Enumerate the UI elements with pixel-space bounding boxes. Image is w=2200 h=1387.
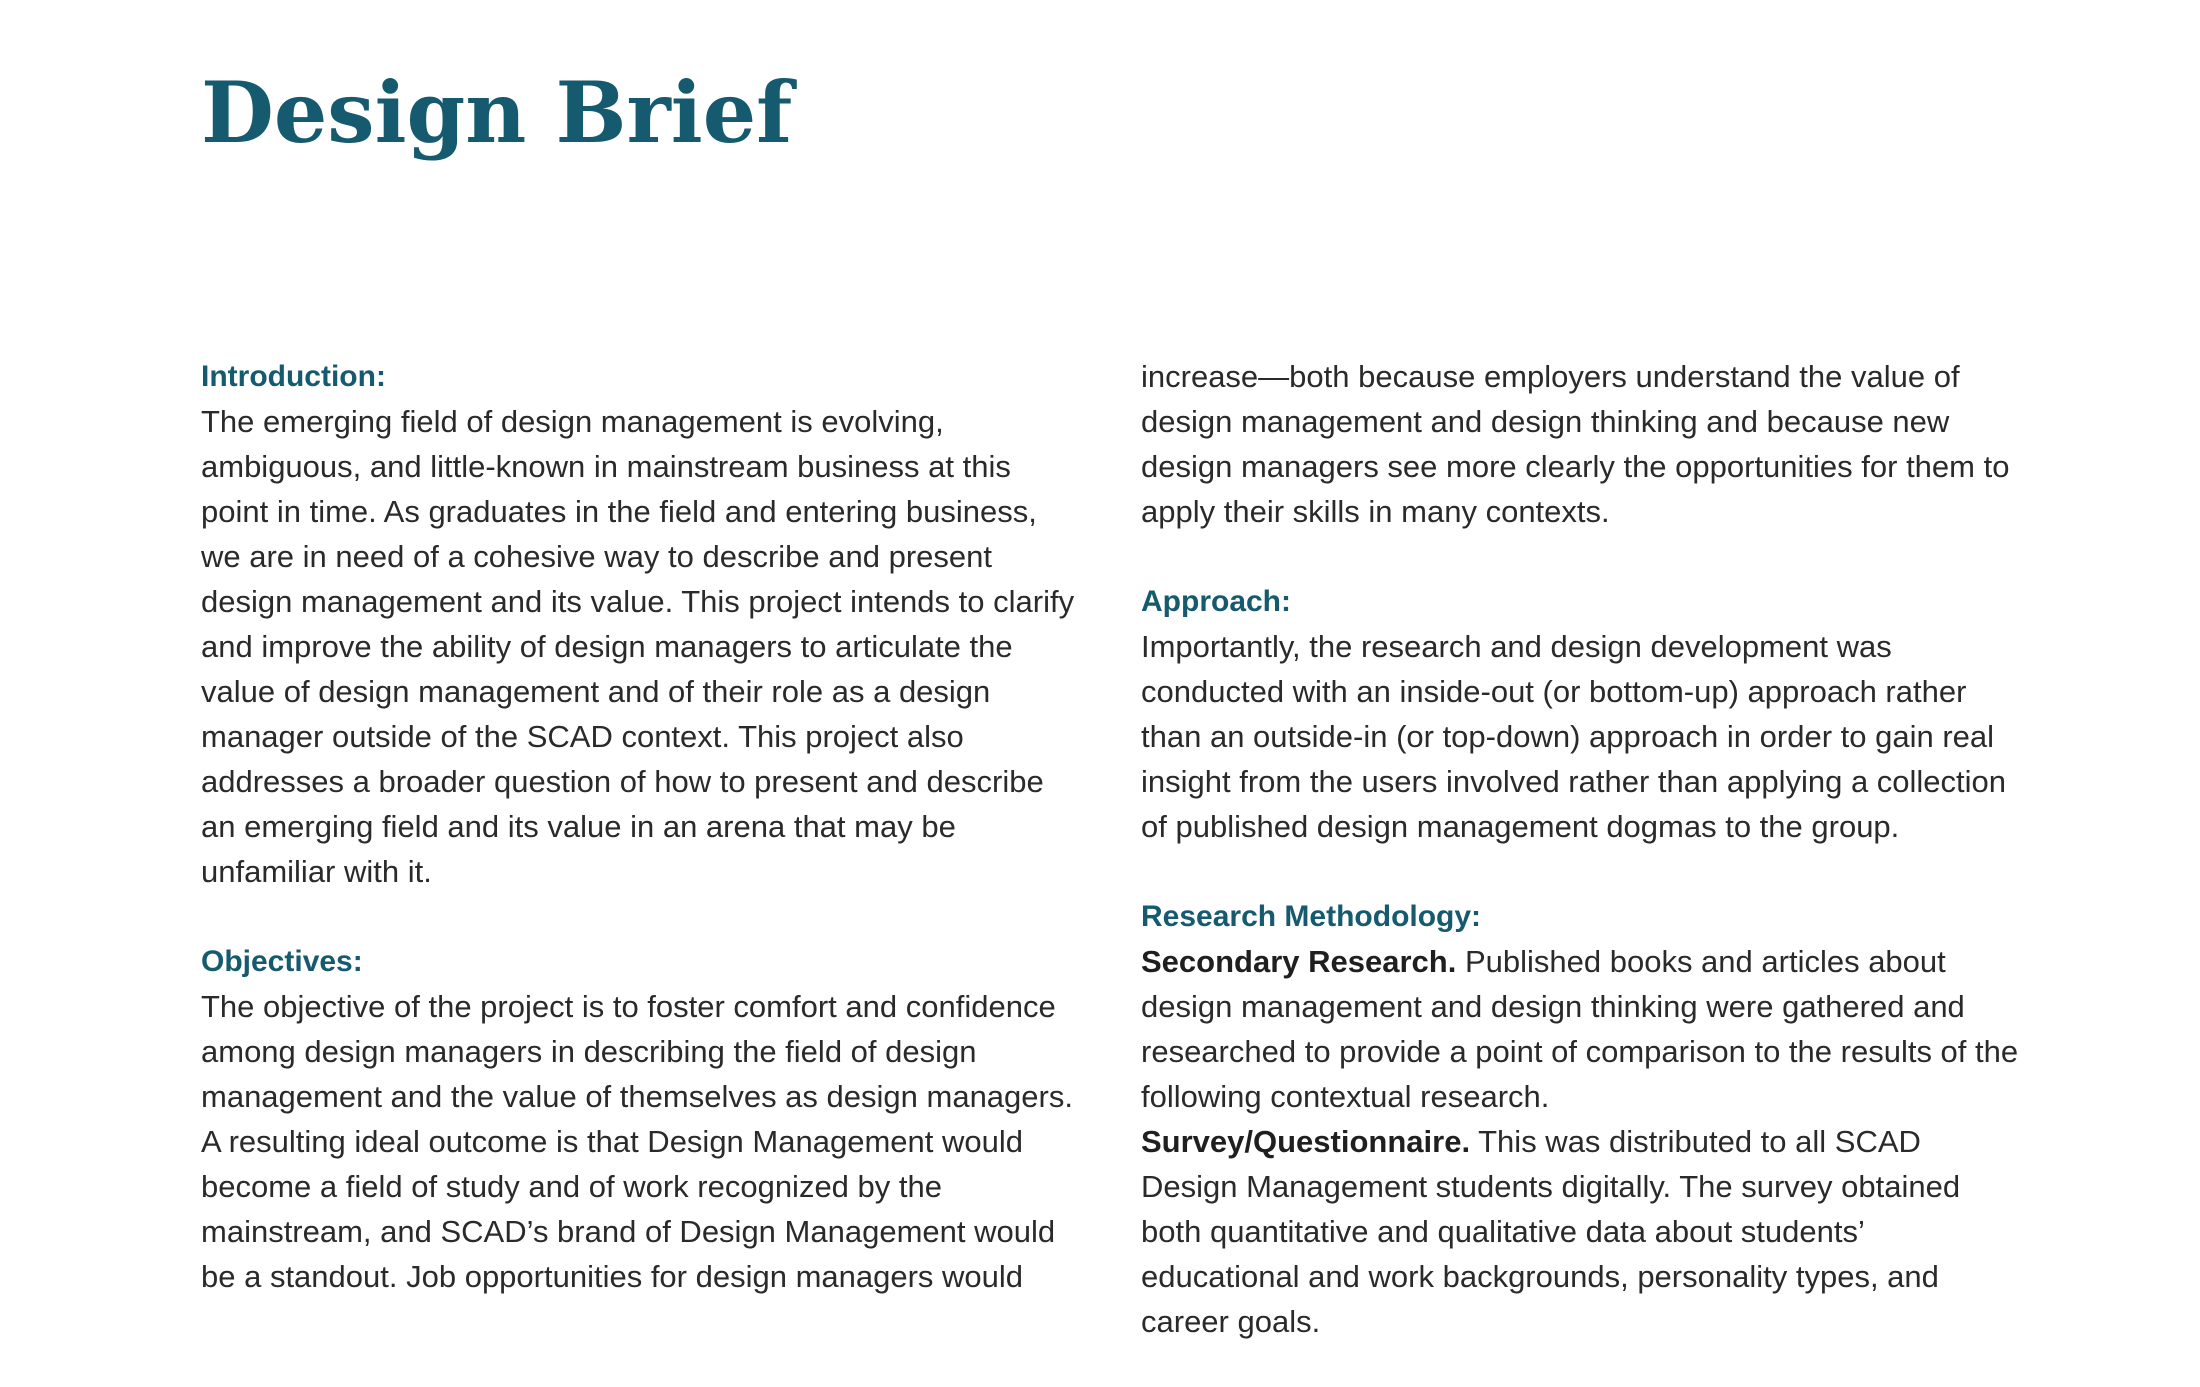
survey-text: This was distributed to all SCAD Design Management students digitally. The survey obtained both quantitative and qualitative data about students’ educational and work backgrounds, personality types, and career goals. bbox=[1141, 1124, 1961, 1339]
objectives-heading: Objectives: bbox=[201, 945, 363, 978]
approach-heading: Approach: bbox=[1141, 585, 1291, 618]
research-methodology-heading: Research Methodology: bbox=[1141, 900, 1482, 933]
objectives-continuation-text: increase—both because employers understand the value of design management and design thinking and because new design managers see more clearly the opportunities for them to apply their skills in many contexts. bbox=[1141, 359, 2010, 529]
secondary-research-label: Secondary Research. bbox=[1141, 944, 1457, 979]
introduction-heading: Introduction: bbox=[201, 360, 386, 393]
page-title: Design Brief bbox=[201, 63, 793, 162]
left-column bbox=[201, 354, 1081, 1299]
introduction-text: The emerging field of design management is evolving, ambiguous, and little-known in mainstream business at this point in time. As graduates in the field and entering business, we are in need of a cohesive way to describe and present design management and its value. This project intends to clarify and improve the ability of design managers to articulate the value of design management and of their role as a design manager outside of the SCAD context. This project also addresses a broader question of how to present and describe an emerging field and its value in an arena that may be unfamiliar with it. bbox=[201, 404, 1075, 889]
secondary-research-text: Published books and articles about design management and design thinking were gathered and researched to provide a point of comparison to the results of the following contextual research. bbox=[1141, 944, 2019, 1114]
objectives-continuation-section bbox=[1141, 354, 2021, 534]
survey-label: Survey/Questionnaire. bbox=[1141, 1124, 1471, 1159]
objectives-section bbox=[201, 939, 1081, 1299]
approach-section bbox=[1141, 579, 2021, 849]
introduction-section bbox=[201, 354, 1081, 894]
research-methodology-section bbox=[1141, 894, 2021, 1344]
objectives-text: The objective of the project is to foster comfort and confidence among design managers in describing the field of design management and the value of themselves as design managers. A resulting ideal outcome is that Design Management would become a field of study and of work recognized by the mainstream, and SCAD’s brand of Design Management would be a standout. Job opportunities for design managers would bbox=[201, 989, 1073, 1294]
approach-text: Importantly, the research and design development was conducted with an inside-out (or bottom-up) approach rather than an outside-in (or top-down) approach in order to gain real insight from the users involved rather than applying a collection of published design management dogmas to the group. bbox=[1141, 629, 2007, 844]
survey-paragraph bbox=[1141, 1119, 2021, 1344]
secondary-research-paragraph bbox=[1141, 939, 2021, 1119]
right-column bbox=[1141, 354, 2021, 1344]
